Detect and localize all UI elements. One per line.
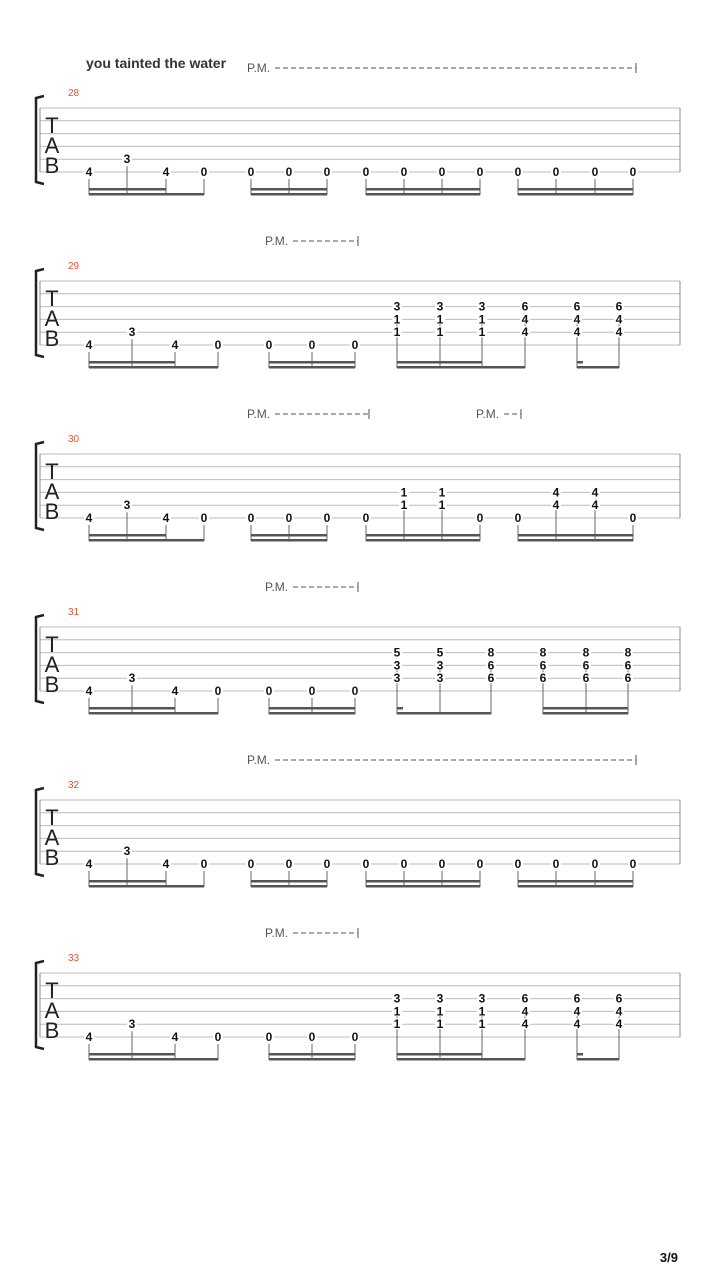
fret-number: 4 bbox=[573, 325, 581, 340]
fret-number: 4 bbox=[573, 312, 581, 327]
fret-number: 0 bbox=[200, 165, 208, 179]
tab-clef-letter: T bbox=[45, 978, 59, 1003]
note-beam bbox=[89, 1053, 175, 1056]
fret-number: 4 bbox=[162, 511, 170, 525]
fret-number: 4 bbox=[162, 857, 170, 871]
fret-number: 0 bbox=[476, 165, 484, 179]
tab-clef-letter: T bbox=[45, 113, 59, 138]
note-beam bbox=[89, 193, 204, 196]
fret-number: 4 bbox=[171, 1030, 179, 1044]
fret-number: 6 bbox=[573, 991, 581, 1006]
tab-clef-letter: T bbox=[45, 459, 59, 484]
fret-number: 4 bbox=[162, 165, 170, 179]
fret-number: 4 bbox=[521, 325, 529, 340]
fret-number: 6 bbox=[615, 299, 623, 314]
note-beam bbox=[577, 366, 619, 369]
tab-clef-letter: A bbox=[44, 998, 60, 1023]
note-beam bbox=[518, 534, 633, 537]
fret-number: 0 bbox=[362, 511, 370, 525]
tab-clef-letter: A bbox=[44, 133, 60, 158]
note-beam bbox=[251, 885, 327, 888]
note-beam bbox=[269, 1058, 355, 1061]
fret-number: 0 bbox=[285, 511, 293, 525]
fret-number: 0 bbox=[552, 857, 560, 871]
note-beam bbox=[366, 188, 480, 191]
fret-number: 0 bbox=[591, 857, 599, 871]
fret-number: 4 bbox=[171, 338, 179, 352]
fret-number: 0 bbox=[514, 165, 522, 179]
fret-number: 0 bbox=[265, 684, 273, 698]
fret-number: 4 bbox=[85, 684, 93, 698]
tab-clef-letter: A bbox=[44, 479, 60, 504]
fret-number: 3 bbox=[436, 991, 444, 1006]
fret-number: 0 bbox=[552, 165, 560, 179]
fret-number: 1 bbox=[393, 1004, 401, 1019]
tab-clef-letter: B bbox=[44, 1018, 60, 1043]
note-beam bbox=[251, 880, 327, 883]
fret-number: 1 bbox=[478, 1004, 486, 1019]
fret-number: 1 bbox=[400, 485, 408, 500]
fret-number: 6 bbox=[624, 671, 632, 686]
tab-system bbox=[36, 234, 680, 369]
palm-mute-label: P.M. bbox=[265, 926, 289, 940]
note-beam bbox=[518, 880, 633, 883]
fret-number: 6 bbox=[624, 658, 632, 673]
fret-number: 4 bbox=[615, 1004, 623, 1019]
fret-number: 4 bbox=[521, 1004, 529, 1019]
fret-number: 1 bbox=[438, 498, 446, 513]
note-beam bbox=[251, 188, 327, 191]
fret-number: 0 bbox=[265, 1030, 273, 1044]
fret-number: 0 bbox=[400, 857, 408, 871]
palm-mute-label: P.M. bbox=[247, 753, 271, 767]
fret-number: 3 bbox=[128, 671, 136, 686]
note-beam bbox=[89, 712, 218, 715]
fret-number: 8 bbox=[539, 645, 547, 660]
fret-number: 4 bbox=[85, 165, 93, 179]
tab-clef-letter: B bbox=[44, 326, 60, 351]
measure-number: 29 bbox=[68, 261, 80, 272]
fret-number: 4 bbox=[521, 312, 529, 327]
fret-number: 0 bbox=[514, 857, 522, 871]
note-beam bbox=[397, 1058, 525, 1061]
tab-clef-letter: B bbox=[44, 845, 60, 870]
fret-number: 0 bbox=[247, 165, 255, 179]
fret-number: 3 bbox=[436, 671, 444, 686]
lyric-line: you tainted the water bbox=[86, 55, 227, 71]
fret-number: 0 bbox=[200, 511, 208, 525]
fret-number: 8 bbox=[487, 645, 495, 660]
fret-number: 1 bbox=[393, 325, 401, 340]
fret-number: 1 bbox=[436, 325, 444, 340]
fret-number: 5 bbox=[436, 645, 444, 660]
fret-number: 0 bbox=[265, 338, 273, 352]
fret-number: 1 bbox=[393, 1017, 401, 1032]
tab-system bbox=[36, 926, 680, 1061]
fret-number: 3 bbox=[436, 658, 444, 673]
fret-number: 4 bbox=[591, 498, 599, 513]
tab-clef-letter: A bbox=[44, 652, 60, 677]
fret-number: 3 bbox=[128, 1017, 136, 1032]
note-beam bbox=[366, 534, 480, 537]
measure-number: 33 bbox=[68, 953, 80, 964]
fret-number: 0 bbox=[308, 338, 316, 352]
fret-number: 0 bbox=[362, 857, 370, 871]
fret-number: 3 bbox=[128, 325, 136, 340]
note-beam bbox=[89, 361, 175, 364]
tab-system bbox=[36, 61, 680, 196]
note-beam bbox=[518, 885, 633, 888]
fret-number: 1 bbox=[478, 325, 486, 340]
fret-number: 1 bbox=[478, 312, 486, 327]
note-beam bbox=[543, 707, 628, 710]
tab-clef-letter: A bbox=[44, 825, 60, 850]
fret-number: 0 bbox=[351, 338, 359, 352]
note-beam bbox=[89, 534, 166, 537]
note-beam bbox=[89, 707, 175, 710]
note-beam bbox=[397, 366, 525, 369]
fret-number: 0 bbox=[351, 1030, 359, 1044]
fret-number: 4 bbox=[552, 498, 560, 513]
fret-number: 3 bbox=[436, 299, 444, 314]
fret-number: 0 bbox=[476, 511, 484, 525]
fret-number: 5 bbox=[393, 645, 401, 660]
fret-number: 0 bbox=[285, 165, 293, 179]
palm-mute-label: P.M. bbox=[265, 234, 289, 248]
note-beam bbox=[366, 193, 480, 196]
note-beam-stub bbox=[577, 361, 583, 364]
note-beam bbox=[269, 366, 355, 369]
note-beam bbox=[397, 712, 491, 715]
fret-number: 0 bbox=[247, 857, 255, 871]
fret-number: 6 bbox=[487, 658, 495, 673]
fret-number: 4 bbox=[615, 312, 623, 327]
fret-number: 6 bbox=[539, 658, 547, 673]
fret-number: 1 bbox=[400, 498, 408, 513]
fret-number: 4 bbox=[521, 1017, 529, 1032]
fret-number: 6 bbox=[615, 991, 623, 1006]
tab-clef-letter: A bbox=[44, 306, 60, 331]
fret-number: 0 bbox=[591, 165, 599, 179]
tab-clef-letter: T bbox=[45, 632, 59, 657]
fret-number: 0 bbox=[323, 857, 331, 871]
fret-number: 0 bbox=[285, 857, 293, 871]
fret-number: 0 bbox=[308, 1030, 316, 1044]
fret-number: 4 bbox=[591, 485, 599, 500]
fret-number: 0 bbox=[214, 338, 222, 352]
fret-number: 0 bbox=[438, 165, 446, 179]
fret-number: 4 bbox=[85, 1030, 93, 1044]
fret-number: 0 bbox=[200, 857, 208, 871]
fret-number: 4 bbox=[85, 338, 93, 352]
fret-number: 1 bbox=[436, 312, 444, 327]
fret-number: 6 bbox=[573, 299, 581, 314]
fret-number: 0 bbox=[629, 857, 637, 871]
fret-number: 1 bbox=[478, 1017, 486, 1032]
fret-number: 0 bbox=[214, 1030, 222, 1044]
page-number: 3/9 bbox=[659, 1250, 678, 1265]
tab-clef-letter: B bbox=[44, 153, 60, 178]
tab-system bbox=[36, 753, 680, 888]
fret-number: 3 bbox=[123, 152, 131, 167]
palm-mute-label: P.M. bbox=[247, 407, 271, 421]
fret-number: 0 bbox=[323, 165, 331, 179]
fret-number: 0 bbox=[629, 511, 637, 525]
note-beam bbox=[543, 712, 628, 715]
note-beam bbox=[89, 880, 166, 883]
note-beam bbox=[89, 539, 204, 542]
fret-number: 6 bbox=[539, 671, 547, 686]
note-beam bbox=[269, 361, 355, 364]
fret-number: 8 bbox=[624, 645, 632, 660]
note-beam bbox=[518, 539, 633, 542]
fret-number: 0 bbox=[247, 511, 255, 525]
fret-number: 0 bbox=[214, 684, 222, 698]
fret-number: 1 bbox=[436, 1017, 444, 1032]
measure-number: 31 bbox=[68, 607, 80, 618]
measure-number: 32 bbox=[68, 780, 80, 791]
tab-system bbox=[36, 580, 680, 715]
note-beam bbox=[518, 188, 633, 191]
note-beam bbox=[269, 1053, 355, 1056]
note-beam bbox=[251, 539, 327, 542]
fret-number: 4 bbox=[552, 485, 560, 500]
note-beam bbox=[269, 707, 355, 710]
fret-number: 0 bbox=[629, 165, 637, 179]
fret-number: 6 bbox=[521, 991, 529, 1006]
measure-number: 30 bbox=[68, 434, 80, 445]
fret-number: 3 bbox=[393, 299, 401, 314]
fret-number: 3 bbox=[478, 299, 486, 314]
tab-clef-letter: T bbox=[45, 286, 59, 311]
fret-number: 3 bbox=[393, 671, 401, 686]
note-beam bbox=[366, 539, 480, 542]
tab-clef-letter: B bbox=[44, 499, 60, 524]
palm-mute-label: P.M. bbox=[476, 407, 500, 421]
fret-number: 4 bbox=[573, 1004, 581, 1019]
fret-number: 6 bbox=[582, 658, 590, 673]
fret-number: 1 bbox=[438, 485, 446, 500]
fret-number: 6 bbox=[487, 671, 495, 686]
fret-number: 8 bbox=[582, 645, 590, 660]
note-beam bbox=[251, 534, 327, 537]
fret-number: 0 bbox=[308, 684, 316, 698]
fret-number: 0 bbox=[400, 165, 408, 179]
fret-number: 3 bbox=[123, 844, 131, 859]
tab-clef-letter: T bbox=[45, 805, 59, 830]
tab-systems bbox=[36, 61, 680, 1061]
fret-number: 0 bbox=[514, 511, 522, 525]
fret-number: 0 bbox=[438, 857, 446, 871]
fret-number: 4 bbox=[85, 511, 93, 525]
fret-number: 3 bbox=[123, 498, 131, 513]
fret-number: 4 bbox=[171, 684, 179, 698]
fret-number: 4 bbox=[85, 857, 93, 871]
fret-number: 4 bbox=[615, 1017, 623, 1032]
tab-system bbox=[36, 407, 680, 542]
note-beam bbox=[518, 193, 633, 196]
fret-number: 3 bbox=[393, 658, 401, 673]
note-beam bbox=[397, 361, 482, 364]
fret-number: 1 bbox=[436, 1004, 444, 1019]
fret-number: 6 bbox=[521, 299, 529, 314]
fret-number: 3 bbox=[478, 991, 486, 1006]
note-beam-stub bbox=[397, 707, 403, 710]
note-beam bbox=[269, 712, 355, 715]
palm-mute-label: P.M. bbox=[247, 61, 271, 75]
note-beam bbox=[89, 1058, 218, 1061]
note-beam bbox=[89, 366, 218, 369]
note-beam-stub bbox=[577, 1053, 583, 1056]
note-beam bbox=[89, 885, 204, 888]
tab-clef-letter: B bbox=[44, 672, 60, 697]
note-beam bbox=[397, 1053, 482, 1056]
note-beam bbox=[366, 885, 480, 888]
note-beam bbox=[251, 193, 327, 196]
note-beam bbox=[577, 1058, 619, 1061]
note-beam bbox=[89, 188, 166, 191]
fret-number: 4 bbox=[573, 1017, 581, 1032]
fret-number: 0 bbox=[476, 857, 484, 871]
fret-number: 0 bbox=[323, 511, 331, 525]
fret-number: 3 bbox=[393, 991, 401, 1006]
fret-number: 1 bbox=[393, 312, 401, 327]
note-beam bbox=[366, 880, 480, 883]
fret-number: 4 bbox=[615, 325, 623, 340]
fret-number: 6 bbox=[582, 671, 590, 686]
fret-number: 0 bbox=[362, 165, 370, 179]
measure-number: 28 bbox=[68, 88, 80, 99]
fret-number: 0 bbox=[351, 684, 359, 698]
palm-mute-label: P.M. bbox=[265, 580, 289, 594]
